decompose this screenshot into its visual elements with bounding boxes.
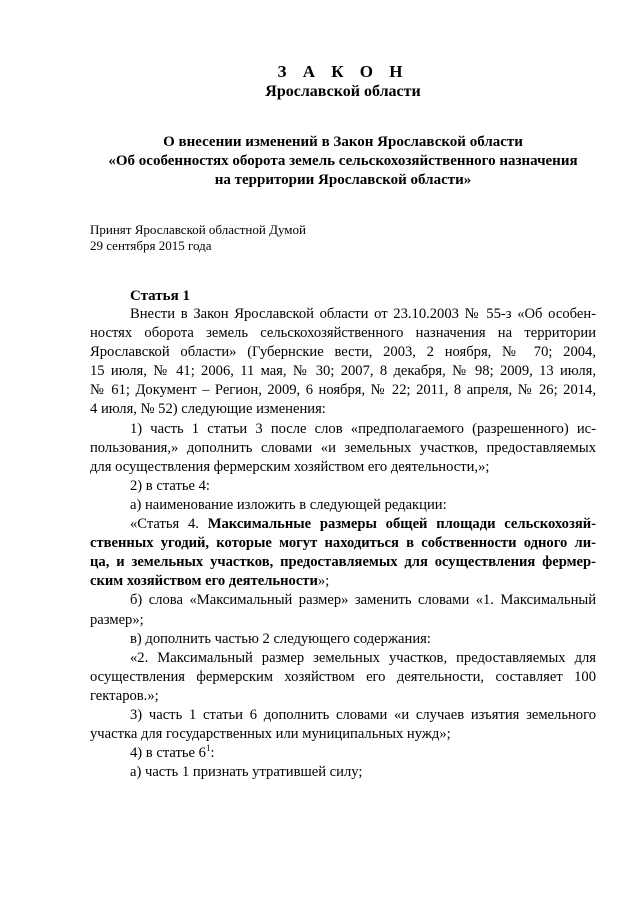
- article-line: «2. Максимальный размер земельных участков, предоставляемых для: [130, 649, 596, 666]
- law-region: Ярославской области: [265, 83, 421, 100]
- article-line: осуществления фермерским хозяйством его деятельности, составляет 100: [90, 668, 596, 685]
- quote-bold: ца, и земельных участков, предоставляемых для осуществления фермер-: [90, 554, 596, 571]
- article-line: [90, 572, 596, 591]
- item-text: 4) в статье 6: [130, 745, 206, 762]
- adoption-body: Принят Ярославской областной Думой: [90, 222, 306, 237]
- article-line: 3) часть 1 статьи 6 дополнить словами «и случаев изъятия земельного: [130, 706, 596, 723]
- article-line: 2) в статье 4:: [130, 477, 210, 494]
- law-title-line-3: на территории Ярославской области»: [214, 172, 472, 188]
- article-line: гектаров.»;: [90, 687, 159, 704]
- article-line: [90, 534, 596, 553]
- article-line: Ярославской области» (Губернские вести, 2003, 2 ноября, № 70; 2004,: [90, 344, 596, 361]
- article-line: в) дополнить частью 2 следующего содержания:: [130, 630, 431, 647]
- article-line: участка для государственных или муниципальных нужд»;: [90, 726, 451, 743]
- article-line: 15 июля, № 41; 2006, 11 мая, № 30; 2007, 8 декабря, № 98; 2009, 13 июля,: [90, 363, 596, 380]
- article-line: 4 июля, № 52) следующие изменения:: [90, 401, 326, 418]
- law-title-line-1: О внесении изменений в Закон Ярославской области: [163, 134, 523, 150]
- article-line: 1) часть 1 статьи 3 после слов «предполагаемого (разрешенного) ис-: [130, 420, 596, 437]
- article-line: размер»;: [90, 611, 144, 628]
- adoption-date: 29 сентября 2015 года: [90, 238, 212, 253]
- quote-plain: »;: [317, 573, 330, 590]
- article-line: [90, 515, 596, 534]
- article-title: Статья 1: [130, 288, 190, 304]
- article-line: б) слова «Максимальный размер» заменить словами «1. Максимальный: [130, 592, 596, 609]
- article-line: [90, 553, 596, 572]
- item-colon: :: [210, 745, 215, 762]
- article-line: а) наименование изложить в следующей редакции:: [130, 496, 447, 513]
- article-body: [90, 305, 596, 782]
- law-title-line-2: «Об особенностях оборота земель сельскохозяйственного назначения: [108, 153, 578, 169]
- article-line: ностях оборота земель сельскохозяйственного назначения на территории: [90, 325, 596, 342]
- article-line: пользования,» дополнить словами «и земельных участков, предоставляемых: [90, 439, 596, 456]
- article-line: а) часть 1 признать утратившей силу;: [130, 764, 363, 781]
- law-heading: З А К О Н: [277, 62, 409, 81]
- quote-plain: «Статья 4.: [130, 516, 208, 533]
- quote-bold: Максимальные размеры общей площади сельскохозяй-: [207, 516, 596, 533]
- article-line: [90, 744, 596, 763]
- article-line: Внести в Закон Ярославской области от 23.10.2003 № 55-з «Об особен-: [130, 306, 596, 322]
- superscript: 1: [205, 743, 211, 754]
- quote-bold: ским хозяйством его деятельности: [90, 573, 318, 590]
- article-line: № 61; Документ – Регион, 2009, 6 ноября, № 22; 2011, 8 апреля, № 26; 2014,: [90, 382, 596, 399]
- quote-bold: ственных угодий, которые могут находиться в собственности одного ли-: [90, 535, 596, 552]
- article-line: для осуществления фермерским хозяйством его деятельности,»;: [90, 458, 490, 475]
